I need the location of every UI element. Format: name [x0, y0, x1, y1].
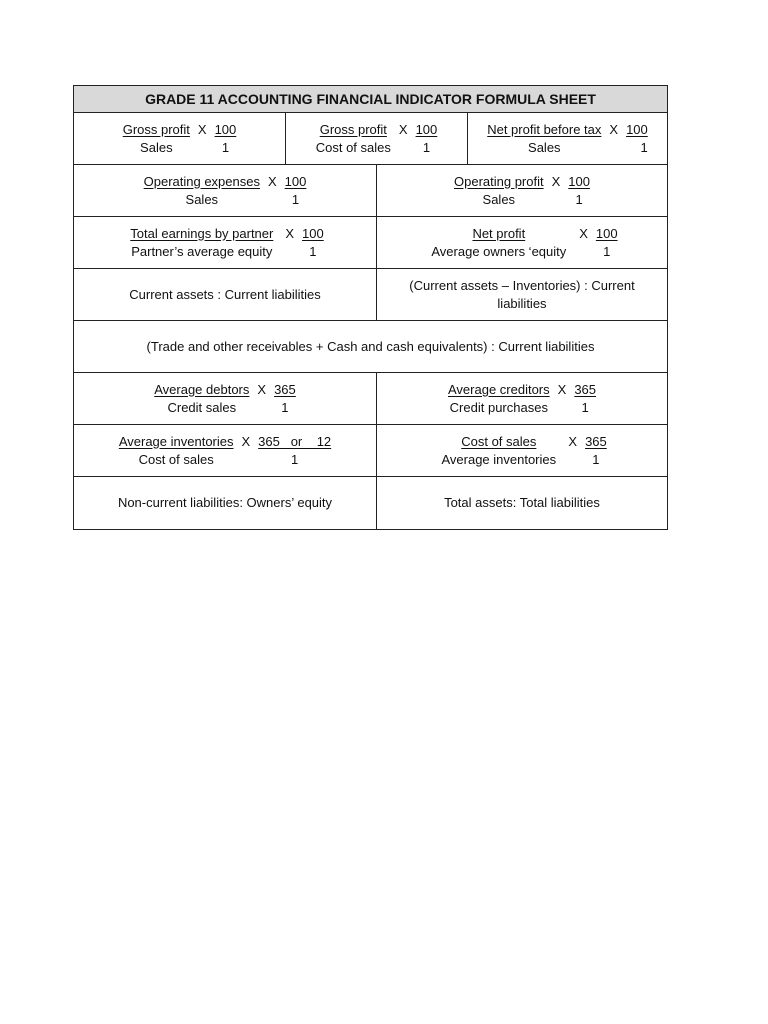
multiplier-denominator: 1: [422, 139, 431, 155]
numerator: Operating profit: [454, 173, 544, 189]
table-row: [74, 321, 667, 373]
formula-text: Total assets: Total liabilities: [444, 495, 600, 510]
table-row: [74, 113, 667, 165]
denominator: Sales: [482, 191, 516, 207]
multiplier-numerator: 100: [626, 121, 648, 137]
multiply-sign: X: [609, 121, 619, 137]
formula-debtors-collection-period: [74, 373, 376, 424]
multiplier-denominator: 1: [281, 399, 289, 415]
formula-net-profit-before-tax-on-sales: [467, 113, 667, 164]
multiplier-denominator: 1: [581, 399, 589, 415]
formula-stock-holding-period: [74, 425, 376, 476]
multiplier-numerator: 365: [585, 433, 607, 449]
table-row: [74, 269, 667, 321]
formula-operating-expenses-on-sales: [74, 165, 376, 216]
numerator: Operating expenses: [143, 173, 260, 189]
formula-text: (Current assets – Inventories) : Current liabilities: [409, 277, 635, 311]
numerator: Gross profit: [122, 121, 190, 137]
formula-text: Non-current liabilities: Owners’ equity: [117, 495, 333, 510]
multiplier-denominator: 1: [291, 191, 300, 207]
table-row: [74, 477, 667, 529]
multiplier-denominator: 1: [221, 139, 230, 155]
table-row: [74, 373, 667, 425]
multiplier-numerator: 100: [214, 121, 237, 137]
multiplier-denominator: 1: [603, 243, 611, 259]
table-row: [74, 165, 667, 217]
formula-gross-profit-on-cost-of-sales: [285, 113, 467, 164]
multiply-sign: X: [197, 121, 207, 137]
denominator: Average inventories: [441, 451, 557, 467]
numerator: Average inventories: [118, 433, 234, 449]
formula-sheet-table: [73, 85, 668, 530]
multiplier-numerator: 100: [284, 173, 307, 189]
multiplier-numerator: 365: [574, 381, 597, 397]
numerator: Net profit before tax: [487, 121, 602, 137]
numerator: Average debtors: [154, 381, 250, 397]
formula-return-on-partner-equity: [74, 217, 376, 268]
formula-creditors-payment-period: [376, 373, 667, 424]
denominator: Credit purchases: [449, 399, 548, 415]
multiplier-numerator: 100: [595, 225, 618, 241]
multiply-sign: X: [568, 433, 578, 449]
numerator: Net profit: [472, 225, 526, 241]
table-row: [74, 425, 667, 477]
numerator: Total earnings by partner: [130, 225, 274, 241]
multiplier-numerator: 100: [568, 173, 590, 189]
multiply-sign: X: [285, 225, 295, 241]
multiplier-denominator: 1: [309, 243, 317, 259]
denominator: Cost of sales: [138, 451, 214, 467]
formula-current-ratio: [74, 269, 376, 320]
numerator: Gross profit: [319, 121, 387, 137]
formula-gross-profit-on-sales: [74, 113, 285, 164]
multiply-sign: X: [257, 381, 267, 397]
multiply-sign: X: [579, 225, 588, 241]
numerator: Average creditors: [447, 381, 550, 397]
denominator: Sales: [185, 191, 219, 207]
denominator: Credit sales: [167, 399, 237, 415]
table-row: [74, 217, 667, 269]
formula-stock-test-ratio: [74, 321, 667, 372]
formula-solvency-ratio: [376, 477, 667, 529]
multiplier-numerator: 100: [302, 225, 324, 241]
formula-stock-turnover-rate: [376, 425, 667, 476]
multiply-sign: X: [267, 173, 277, 189]
multiplier-denominator: 1: [640, 139, 648, 155]
multiply-sign: X: [241, 433, 251, 449]
denominator: Average owners ‘equity: [431, 243, 567, 259]
multiplier-numerator: 100: [415, 121, 438, 137]
denominator: Sales: [528, 139, 561, 155]
denominator: Cost of sales: [315, 139, 391, 155]
multiply-sign: X: [551, 173, 561, 189]
multiply-sign: X: [557, 381, 567, 397]
multiplier-denominator: 1: [291, 451, 299, 467]
formula-operating-profit-on-sales: [376, 165, 667, 216]
multiplier-numerator: 365: [274, 381, 296, 397]
multiplier-numerator: 365 or 12: [258, 433, 332, 449]
multiplier-denominator: 1: [592, 451, 600, 467]
multiply-sign: X: [398, 121, 408, 137]
formula-text: (Trade and other receivables + Cash and cash equivalents) : Current liabilities: [146, 338, 595, 354]
formula-text: Current assets : Current liabilities: [129, 286, 321, 302]
sheet-title: GRADE 11 ACCOUNTING FINANCIAL INDICATOR FORMULA SHEET: [74, 86, 667, 113]
formula-acid-test-ratio: [376, 269, 667, 320]
denominator: Sales: [140, 139, 173, 155]
numerator: Cost of sales: [461, 433, 537, 449]
formula-return-on-owners-equity: [376, 217, 667, 268]
multiplier-denominator: 1: [575, 191, 583, 207]
denominator: Partner’s average equity: [131, 243, 273, 259]
formula-debt-equity-ratio: [74, 477, 376, 529]
